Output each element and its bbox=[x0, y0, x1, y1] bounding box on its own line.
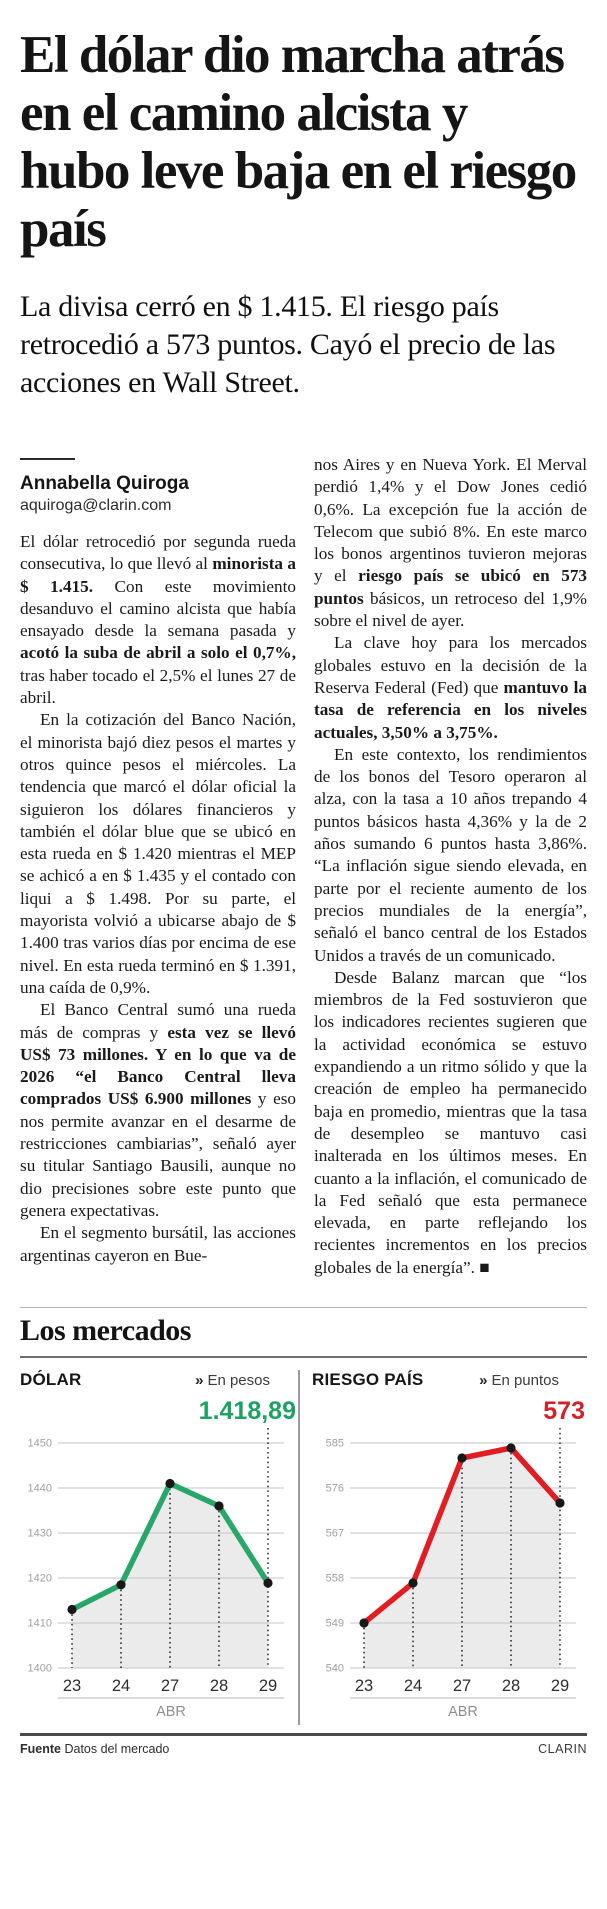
data-point bbox=[165, 1479, 174, 1488]
source-label: Fuente bbox=[20, 1741, 61, 1756]
source-note bbox=[20, 1742, 169, 1756]
paragraph: La clave hoy para los mercados globales estuvo en la decisión de la Reserva Federal (Fed) que mantuvo la tasa de referencia en los niveles actuales, 3,50% a 3,75%. bbox=[314, 633, 587, 742]
riesgo-pais-panel-header bbox=[312, 1370, 587, 1390]
markets-top-rule bbox=[20, 1307, 587, 1308]
dolar-panel bbox=[20, 1370, 298, 1725]
article-body-right bbox=[314, 454, 587, 1279]
svg-text:567: 567 bbox=[325, 1527, 344, 1540]
paragraph: El dólar retrocedió por segunda rueda consecutiva, lo que llevó al minorista a $ 1.415. Con este movimiento desanduvo el camino alcista que había ensayado desde la semana pasada y acotó la suba de abril a solo el 0,7%, tras haber tocado el 2,5% el lunes 27 de abril. bbox=[20, 532, 297, 708]
data-point bbox=[263, 1578, 272, 1587]
svg-text:24: 24 bbox=[403, 1676, 423, 1695]
data-point bbox=[555, 1498, 564, 1507]
chart-footer bbox=[20, 1742, 587, 1756]
line-chart bbox=[312, 1428, 584, 1720]
svg-text:23: 23 bbox=[354, 1676, 374, 1695]
headline: El dólar dio marcha atrás en el camino alcista y hubo leve baja en el riesgo país bbox=[20, 26, 576, 258]
svg-text:28: 28 bbox=[209, 1676, 229, 1695]
paragraph: En la cotización del Banco Nación, el minorista bajó diez pesos el martes y otros quince pesos el miércoles. La tendencia que marcó el dólar oficial la siguieron los dólares financieros y también el dólar blue que se ubicó en esta rueda en $ 1.420 mientras el MEP se achicó a en $ 1.435 y el contado con liqui a $ 1.498. Por su parte, el mayorista volvió a ubicarse abajo de $ 1.400 tras varios días por encima de ese nivel. En esta rueda terminó en $ 1.391, una caída de 0,9%. bbox=[20, 710, 296, 997]
paragraph: En este contexto, los rendimientos de los bonos del Tesoro operaron al alza, con la tasa a 10 años trepando 4 puntos básicos hasta 4,36% y la de 2 años sumando 6 puntos hasta 3,86%. “La inflación sigue siendo elevada, en parte por el reciente aumento de los precios mundiales de la energía”, señaló el banco central de los Estados Unidos a través de un comunicado. bbox=[314, 744, 587, 965]
riesgo-pais-panel-title: RIESGO PAÍS bbox=[312, 1369, 424, 1389]
paragraph: Desde Balanz marcan que “los miembros de la Fed sostuvieron que los indicadores recientes sugieren que la actividad económica se estuvo expandiendo a un ritmo sólido y que la creación de empleo ha permanecido baja en promedio, mientras que la tasa de desempleo se mantuvo casi inalterada en los últimos meses. En cuanto a la inflación, el comunicado de la Fed señaló que esta permanece elevada, en parte reflejando los recientes incrementos en los precios globales de la energía”. ■ bbox=[314, 967, 587, 1277]
chevrons-icon: » bbox=[479, 1371, 488, 1389]
markets-section bbox=[20, 1307, 587, 1756]
column-left bbox=[20, 454, 296, 1267]
markets-title-rule bbox=[20, 1356, 587, 1358]
svg-text:1450: 1450 bbox=[27, 1437, 52, 1450]
line-chart bbox=[20, 1428, 292, 1720]
chevrons-icon: » bbox=[195, 1371, 204, 1389]
svg-text:ABR: ABR bbox=[448, 1703, 478, 1720]
footer-rule bbox=[20, 1733, 587, 1736]
svg-text:29: 29 bbox=[258, 1676, 278, 1695]
data-point bbox=[359, 1618, 368, 1627]
dolar-panel-title: DÓLAR bbox=[20, 1369, 82, 1389]
subheadline: La divisa cerró en $ 1.415. El riesgo país retrocedió a 573 puntos. Cayó el precio de las acciones en Wall Street. bbox=[20, 290, 556, 399]
svg-text:28: 28 bbox=[501, 1676, 521, 1695]
dolar-unit-label bbox=[195, 1372, 298, 1389]
markets-title: Los mercados bbox=[20, 1313, 191, 1347]
data-point bbox=[214, 1501, 223, 1510]
dolar-unit-text: En pesos bbox=[207, 1371, 270, 1389]
byline-rule bbox=[20, 458, 75, 460]
svg-text:27: 27 bbox=[160, 1676, 180, 1695]
dolar-latest-value: 1.418,89 bbox=[198, 1396, 296, 1425]
dolar-panel-header bbox=[20, 1370, 298, 1390]
paragraph: En el segmento bursátil, las acciones argentinas cayeron en Bue- bbox=[20, 1223, 296, 1265]
riesgo-pais-chart bbox=[312, 1428, 587, 1725]
source-text: Datos del mercado bbox=[64, 1741, 170, 1756]
article-columns bbox=[20, 454, 587, 1279]
area-fill bbox=[364, 1448, 560, 1668]
data-point bbox=[116, 1580, 125, 1589]
dolar-chart bbox=[20, 1428, 298, 1725]
svg-text:1420: 1420 bbox=[27, 1572, 52, 1585]
data-point bbox=[408, 1578, 417, 1587]
author-name: Annabella Quiroga bbox=[20, 473, 189, 494]
data-point bbox=[506, 1443, 515, 1452]
byline bbox=[20, 458, 296, 516]
svg-text:29: 29 bbox=[550, 1676, 570, 1695]
svg-text:1440: 1440 bbox=[27, 1482, 52, 1495]
svg-text:585: 585 bbox=[325, 1437, 344, 1450]
svg-text:558: 558 bbox=[325, 1572, 344, 1585]
svg-text:576: 576 bbox=[325, 1482, 344, 1495]
svg-text:27: 27 bbox=[452, 1676, 472, 1695]
riesgo-pais-panel bbox=[298, 1370, 587, 1725]
article-page bbox=[0, 26, 607, 1756]
market-panels bbox=[20, 1370, 587, 1725]
riesgo-pais-unit-label bbox=[479, 1372, 587, 1389]
paragraph: nos Aires y en Nueva York. El Merval perdió 1,4% y el Dow Jones cedió 0,6%. La excepción fue la acción de Telecom que subió 8%. En este marco los bonos argentinos tuvieron mejoras y el riesgo país se ubicó en 573 puntos básicos, un retroceso del 1,9% sobre el nivel de ayer. bbox=[314, 455, 588, 631]
svg-text:1410: 1410 bbox=[27, 1617, 52, 1630]
svg-text:1430: 1430 bbox=[27, 1527, 52, 1540]
riesgo-pais-latest-value: 573 bbox=[543, 1396, 585, 1425]
svg-text:549: 549 bbox=[325, 1617, 344, 1630]
author-email[interactable]: aquiroga@clarin.com bbox=[20, 497, 172, 514]
svg-text:ABR: ABR bbox=[156, 1703, 186, 1720]
data-point bbox=[67, 1605, 76, 1614]
data-point bbox=[457, 1453, 466, 1462]
publisher-credit: CLARIN bbox=[538, 1741, 587, 1756]
paragraph: El Banco Central sumó una rueda más de compras y esta vez se llevó US$ 73 millones. Y en lo que va de 2026 “el Banco Central lleva comprados US$ 6.900 millones y eso nos permite avanzar en el desarme de restricciones cambiarias”, señaló ayer su titular Santiago Bausili, aunque no dio precisiones sobre este punto que genera expectativas. bbox=[20, 1000, 296, 1220]
svg-text:540: 540 bbox=[325, 1662, 344, 1675]
riesgo-pais-unit-text: En puntos bbox=[491, 1371, 559, 1389]
article-body-left bbox=[20, 531, 296, 1267]
column-right bbox=[314, 454, 587, 1279]
svg-text:24: 24 bbox=[111, 1676, 131, 1695]
svg-text:23: 23 bbox=[62, 1676, 82, 1695]
svg-text:1400: 1400 bbox=[27, 1662, 52, 1675]
